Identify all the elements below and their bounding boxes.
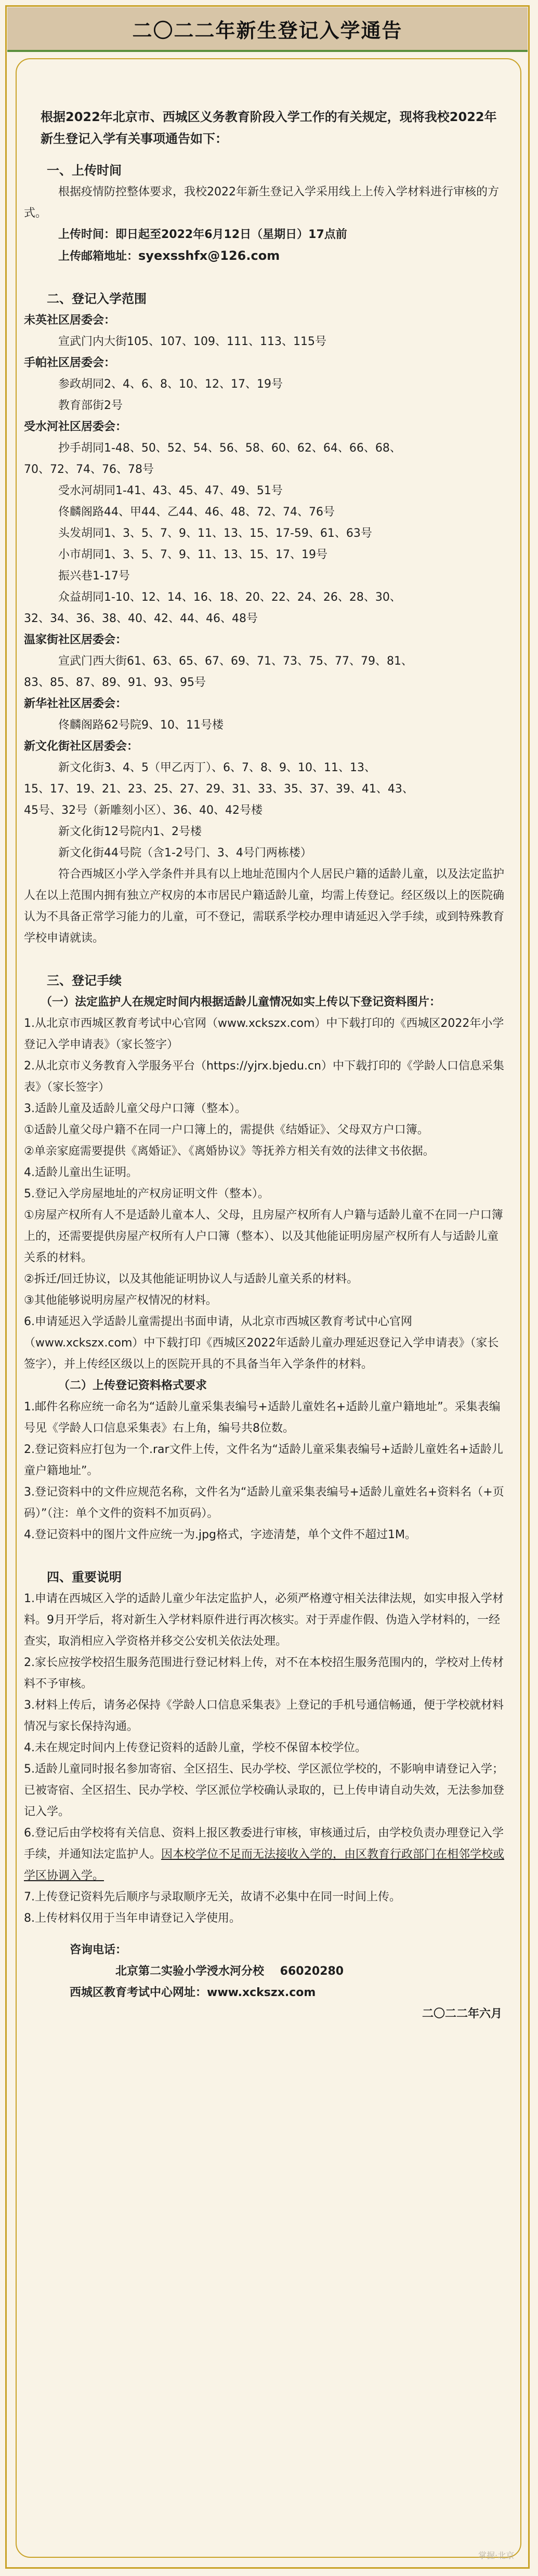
contact-school-line — [24, 1961, 507, 1982]
list-item: 4.适龄儿童出生证明。 — [24, 1166, 138, 1179]
range-item: 受水河社区居委会： — [24, 420, 127, 433]
list-item: 3.适龄儿童及适龄儿童父母户口簿（整本）。 — [24, 1102, 246, 1115]
list-item: 6.登记后由学校将有关信息、资料上报区教委进行审核，审核通过后，由学校负责办理登记入学手续，并通知法定监护人。因本校学位不足而无法接收入学的，由区教育行政部门在相邻学校或学区协调入学。 — [24, 1827, 505, 1882]
materials-list — [24, 1013, 507, 1375]
list-item: 5.登记入学房屋地址的产权房证明文件（整本）。 — [24, 1187, 269, 1200]
contact-center-line — [24, 1982, 507, 2003]
list-item: 5.适龄儿童同时报名参加寄宿、全区招生、民办学校、学区派位学校的，不影响申请登记入学；已被寄宿、全区招生、民办学校、学区派位学校确认录取的，已上传申请自动失效，无法参加登记入学。 — [24, 1763, 505, 1818]
contact-center-url[interactable]: www.xckszx.com — [207, 1986, 316, 1999]
upload-email-label: 上传邮箱地址： — [58, 250, 139, 263]
contact-label: 咨询电话： — [70, 1944, 127, 1957]
section-1-paragraph: 根据疫情防控整体要求，我校2022年新生登记入学采用线上上传入学材料进行审核的方式。 — [24, 186, 499, 220]
title-bar — [7, 7, 528, 52]
range-item: 新文化街社区居委会： — [24, 740, 139, 753]
range-item: 新文化街3、4、5（甲乙丙丁）、6、7、8、9、10、11、13、 — [58, 761, 376, 774]
upload-email-line — [24, 245, 507, 267]
range-list — [24, 310, 507, 949]
watermark: 掌握·北京 — [478, 2551, 515, 2560]
range-item: 宣武门内大街105、107、109、111、113、115号 — [58, 335, 326, 348]
range-item: 70、72、74、76、78号 — [24, 463, 154, 476]
list-item: 1.邮件名称应统一命名为“适龄儿童采集表编号+适龄儿童姓名+适龄儿童户籍地址”。采集表编号见《学龄人口信息采集表》右上角，编号共8位数。 — [24, 1401, 501, 1435]
list-item: ①房屋产权所有人不是适龄儿童本人、父母，且房屋产权所有人户籍与适龄儿童不在同一户口簿上的，还需要提供房屋产权所有人户口簿（整本）、以及其他能证明房屋产权所有人与适龄儿童关系的材料。 — [24, 1209, 503, 1264]
range-item: 抄手胡同1-48、50、52、54、56、58、60、62、64、66、68、 — [58, 442, 401, 455]
range-item: 83、85、87、89、91、93、95号 — [24, 676, 206, 689]
range-item: 符合西城区小学入学条件并具有以上地址范围内个人居民户籍的适龄儿童，以及法定监护人在以上范围内拥有独立产权房的本市居民户籍适龄儿童，均需上传登记。经区级以上的医院确认为不具备正常学习能力的儿童，可不登记，需联系学校办理申请延迟入学手续，或到特殊教育学校申请就读。 — [24, 868, 505, 945]
range-item: 佟麟阁路44、甲44、乙44、46、48、72、74、76号 — [58, 506, 335, 519]
range-item: 教育部街2号 — [58, 399, 123, 412]
list-item: 4.未在规定时间内上传登记资料的适龄儿童，学校不保留本校学位。 — [24, 1741, 366, 1754]
range-item: 参政胡同2、4、6、8、10、12、17、19号 — [58, 378, 283, 391]
upload-time: 上传时间：即日起至2022年6月12日（星期日）17点前 — [58, 228, 347, 241]
range-item: 头发胡同1、3、5、7、9、11、13、15、17-59、61、63号 — [58, 527, 372, 540]
format-list — [24, 1396, 507, 1545]
notice-date: 二〇二二年六月 — [422, 2007, 502, 2020]
list-item: 6.申请延迟入学适龄儿童需提出书面申请，从北京市西城区教育考试中心官网（www.xckszx.com）中下载打印《西城区2022年适龄儿童办理延迟登记入学申请表》（家长签字），并上传经区级以上的医院开具的不具备当年入学条件的材料。 — [24, 1315, 499, 1371]
range-item: 振兴巷1-17号 — [58, 570, 130, 583]
list-item: 4.登记资料中的图片文件应统一为.jpg格式，字迹清楚，单个文件不超过1M。 — [24, 1528, 417, 1541]
lead-text: 根据2022年北京市、西城区义务教育阶段入学工作的有关规定，现将我校2022年新生登记入学有关事项通告如下： — [41, 110, 497, 146]
range-item: 宣武门西大街61、63、65、67、69、71、73、75、77、79、81、 — [58, 655, 413, 668]
range-item: 新华社社区居委会： — [24, 697, 127, 710]
list-item: 1.从北京市西城区教育考试中心官网（www.xckszx.com）中下载打印的《西城区2022年小学登记入学申请表》（家长签字） — [24, 1017, 504, 1051]
list-item: ①适龄儿童父母户籍不在同一户口簿上的，需提供《结婚证》、父母双方户口簿。 — [24, 1124, 429, 1137]
section-3-heading: 三、登记手续 — [47, 973, 122, 988]
list-item: 2.从北京市义务教育入学服务平台（https://yjrx.bjedu.cn）中下载打印的《学龄人口信息采集表》（家长签字） — [24, 1060, 505, 1094]
section-3-sub-1: （一）法定监护人在规定时间内根据适龄儿童情况如实上传以下登记资料图片： — [41, 996, 441, 1009]
range-item: 手帕社区居委会： — [24, 356, 116, 369]
list-item: 7.上传登记资料先后顺序与录取顺序无关，故请不必集中在同一时间上传。 — [24, 1891, 401, 1904]
section-1-heading: 一、上传时间 — [47, 163, 122, 178]
contact-phone: 66020280 — [280, 1965, 344, 1978]
range-item: 45号、32号（新雕刻小区）、36、40、42号楼 — [24, 804, 263, 817]
list-item: 3.登记资料中的文件应规范名称，文件名为“适龄儿童采集表编号+适龄儿童姓名+资料名（+页码）”（注：单个文件的资料不加页码）。 — [24, 1486, 504, 1520]
range-item: 众益胡同1-10、12、14、16、18、20、22、24、26、28、30、 — [58, 591, 401, 604]
section-3-sub-2: （二）上传登记资料格式要求 — [58, 1379, 207, 1392]
page-title: 二〇二二年新生登记入学通告 — [132, 19, 403, 42]
section-2-heading: 二、登记入学范围 — [47, 292, 147, 306]
contact-school: 北京第二实验小学涭水河分校 — [115, 1965, 265, 1978]
list-item: ③其他能够说明房屋产权情况的材料。 — [24, 1294, 217, 1307]
list-item: 8.上传材料仅用于当年申请登记入学使用。 — [24, 1912, 241, 1925]
range-item: 小市胡同1、3、5、7、9、11、13、15、17、19号 — [58, 548, 327, 561]
range-item: 新文化街12号院内1、2号楼 — [58, 825, 202, 838]
range-item: 未英社区居委会： — [24, 314, 116, 327]
list-item: 2.登记资料应打包为一个.rar文件上传，文件名为“适龄儿童采集表编号+适龄儿童姓名+适龄儿童户籍地址”。 — [24, 1443, 503, 1477]
notice-body — [24, 106, 507, 2025]
upload-email[interactable]: syexsshfx@126.com — [138, 248, 280, 263]
range-item: 温家街社区居委会： — [24, 633, 127, 646]
range-item: 15、17、19、21、23、25、27、29、31、33、35、37、39、41、43、 — [24, 783, 414, 796]
range-item: 32、34、36、38、40、42、44、46、48号 — [24, 612, 258, 625]
list-item: 3.材料上传后，请务必保持《学龄人口信息采集表》上登记的手机号通信畅通，便于学校就材料情况与家长保持沟通。 — [24, 1699, 504, 1733]
list-item: 2.家长应按学校招生服务范围进行登记材料上传，对不在本校招生服务范围内的，学校对上传材料不予审核。 — [24, 1656, 504, 1690]
list-item: 1.申请在西城区入学的适龄儿童少年法定监护人，必须严格遵守相关法律法规，如实申报入学材料。9月开学后，将对新生入学材料原件进行再次核实。对于弄虚作假、伪造入学材料的，一经查实，取消相应入学资格并移交公安机关依法处理。 — [24, 1592, 504, 1648]
range-item: 新文化街44号院（含1-2号门、3、4号门两栋楼） — [58, 847, 312, 860]
underlined-note: 因本校学位不足而无法接收入学的，由区教育行政部门在相邻学校或学区协调入学。 — [24, 1848, 505, 1882]
list-item: ②拆迁/回迁协议，以及其他能证明协议人与适龄儿童关系的材料。 — [24, 1273, 359, 1286]
notes-list — [24, 1588, 507, 1929]
section-4-heading: 四、重要说明 — [47, 1570, 122, 1584]
list-item: ②单亲家庭需要提供《离婚证》、《离婚协议》等抚养方相关有效的法律文书依据。 — [24, 1145, 435, 1158]
range-item: 佟麟阁路62号院9、10、11号楼 — [58, 719, 224, 732]
range-item: 受水河胡同1-41、43、45、47、49、51号 — [58, 484, 283, 497]
contact-center-label: 西城区教育考试中心网址： — [70, 1986, 207, 1999]
